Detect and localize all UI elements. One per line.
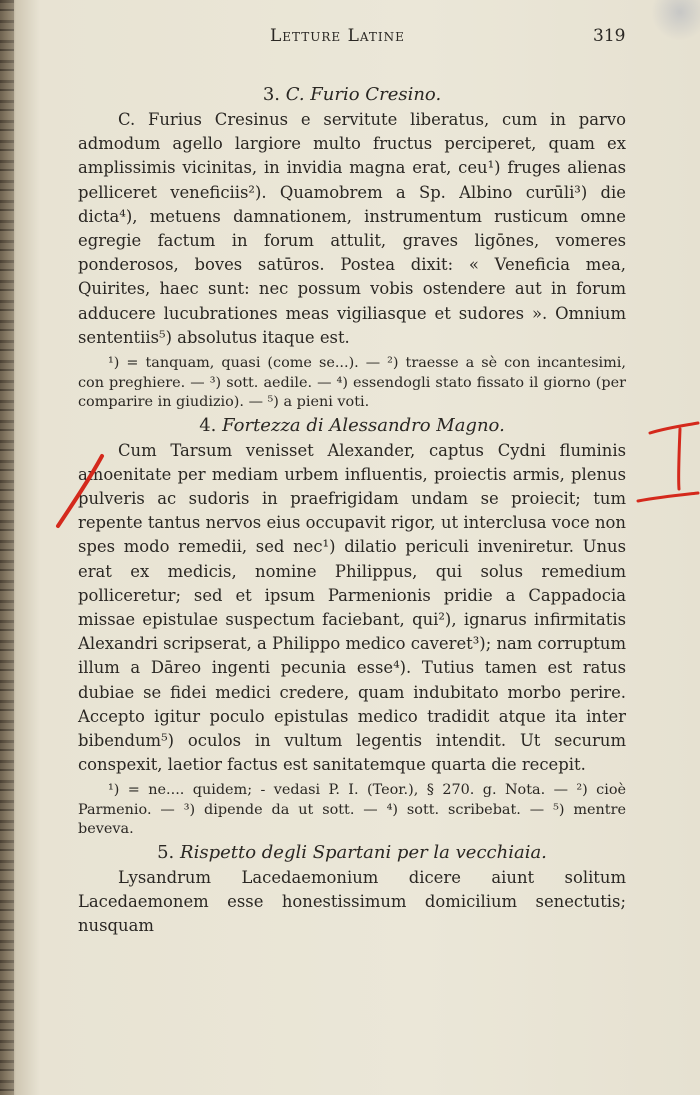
book-spine-edge (0, 0, 14, 1095)
section-heading: Rispetto degli Spartani per la vecchiaia. (180, 841, 547, 863)
section-3-title (78, 82, 626, 108)
section-number: 5. (157, 841, 175, 863)
section-number: 3. (262, 84, 280, 105)
section-4-title (78, 413, 626, 439)
section-number: 4. (199, 414, 217, 436)
running-title: Letture Latine (270, 26, 405, 46)
section-5-title (78, 840, 626, 866)
section-heading: C. Furio Cresino. (285, 84, 442, 105)
section-5-body: Lysandrum Lacedaemonium dicere aiunt solitum Lacedaemonem esse honestissimum domicilium senectutis; nusquam (78, 867, 626, 936)
section-heading: Fortezza di Alessandro Magno. (222, 414, 505, 436)
page-header (0, 24, 700, 50)
section-4-footnotes: ¹) = ne.... quidem; - vedasi P. I. (Teor.), § 270. g. Nota. — ²) cioè Parmenio. — ³) dipende da ut sott. — ⁴) sott. scribebat. — ⁵) mentre beveva. (78, 782, 626, 838)
section-3-footnotes: ¹) = tanquam, quasi (come se...). — ²) traesse a sè con incantesimi, con preghiere. — ³) sott. aedile. — ⁴) essendogli stato fissato il giorno (per comparire in giudizio). — ⁵) a pieni voti. (78, 355, 626, 411)
section-4-body: Cum Tarsum venisset Alexander, captus Cydni fluminis amoenitate per mediam urbem influentis, proiectis armis, plenus pulveris ac sudoris in praefrigidam undam se proiecit; tum repente tantus nervos eius occupavit rigor, ut interclusa voce non spes modo remedii, sed nec¹) dilatio periculi inveniretur. Unus erat ex medicis, nomine Philippus, qui solus remedium polliceretur; sed et ipsum Parmenionis pridie a Cappadocia missae epistulae suspectum faciebant, qui²), ignarus infirmitatis Alexandri scripserat, a Philippo medico caveret³); nam corruptum illum a Dāreo ingenti pecunia esse⁴). Tutius tamen est ratus dubiae se fidei medici credere, quam indubitato morbo perire. Accepto igitur poculo epistulas medico tradidit atque ita inter bibendum⁵) oculos in vultum legentis intendit. Ut securum conspexit, laetior factus est sanitatemque quarta die recepit. (78, 440, 626, 775)
section-3-body: C. Furius Cresinus e servitute liberatus, cum in parvo admodum agello largiore multo fructus perciperet, quam ex amplissimis vicinitas, in invidia magna erat, ceu¹) fruges alienas pelliceret veneficiis²). Quamobrem a Sp. Albino curūli³) die dicta⁴), metuens damnationem, instrumentum rusticum omne egregie factum in forum attulit, graves ligōnes, vomeres ponderosos, boves satūros. Postea dixit: « Veneficia mea, Quirites, haec sunt: nec possum vobis ostendere aut in forum adducere lucubrationes meas vigiliasque et sudores ». Omnium sententiis⁵) absolutus itaque est. (78, 110, 626, 347)
red-pencil-bracket-mark (630, 415, 700, 510)
red-pencil-slash-mark (50, 450, 110, 532)
page-number: 319 (593, 26, 626, 46)
main-text (78, 82, 626, 938)
